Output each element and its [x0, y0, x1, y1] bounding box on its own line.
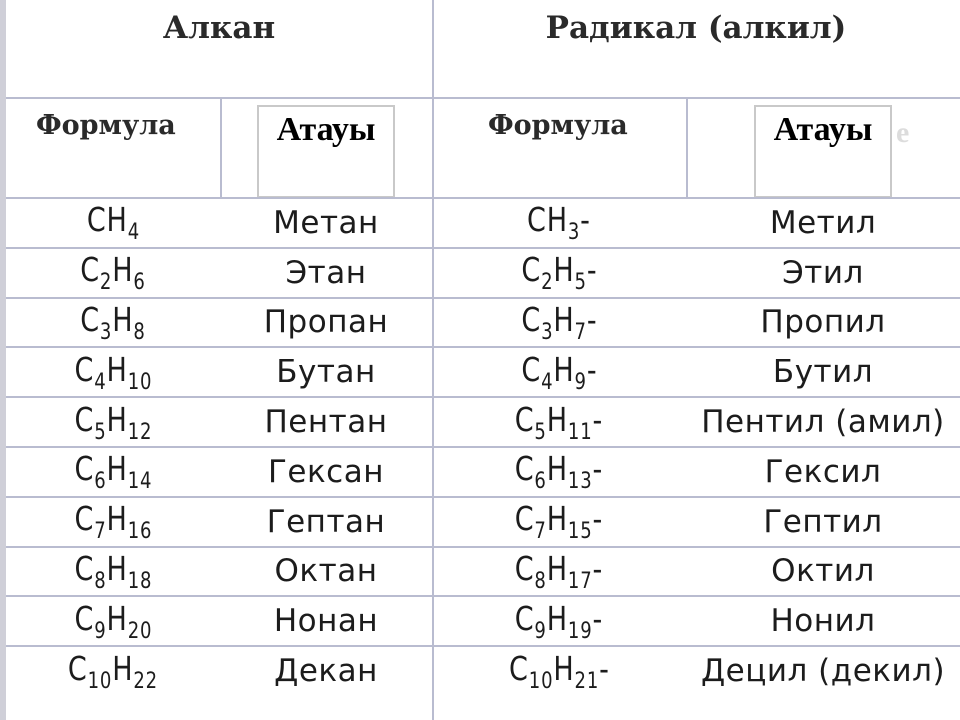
radical-formula-cell — [432, 497, 686, 547]
formula-symbol: - — [580, 200, 591, 240]
radical-name-cell: Гексил — [764, 453, 882, 490]
formula-text — [515, 499, 603, 544]
formula-symbol: H — [112, 648, 134, 688]
formula-symbol: C — [67, 648, 88, 688]
formula-symbol: C — [80, 250, 100, 290]
formula-symbol: H — [552, 349, 575, 389]
formula-symbol: C — [514, 449, 535, 489]
formula-subscript: 3 — [99, 319, 113, 345]
formula-text — [74, 499, 152, 544]
formula-text — [74, 350, 152, 395]
formula-subscript: 10 — [528, 668, 553, 694]
formula-subscript: 2 — [540, 270, 553, 296]
alkane-name-cell: Бутан — [276, 354, 376, 391]
subheader-name-left-cell — [220, 98, 432, 198]
radical-name-cell: Метил — [769, 204, 877, 241]
alkane-formula-cell — [6, 298, 220, 348]
formula-subscript: 5 — [93, 419, 107, 445]
subheader-name-left: Атауы — [257, 105, 396, 198]
formula-symbol: CH — [527, 200, 568, 240]
radical-name-cell: Нонил — [770, 603, 876, 640]
subheader-name-right: Атауы — [754, 105, 893, 198]
formula-text — [80, 300, 145, 345]
formula-text — [527, 200, 591, 245]
formula-subscript: 5 — [574, 270, 587, 296]
formula-symbol: - — [586, 349, 598, 389]
formula-symbol: - — [598, 648, 610, 688]
table-row — [6, 397, 960, 447]
formula-text — [515, 400, 603, 445]
formula-symbol: C — [520, 299, 541, 339]
header-radical: Радикал (алкил) — [545, 10, 847, 46]
formula-subscript: 21 — [574, 668, 599, 694]
alkane-formula-cell — [6, 248, 220, 298]
formula-symbol: H — [106, 499, 128, 539]
formula-symbol: - — [592, 499, 604, 539]
formula-subscript: 19 — [567, 618, 593, 644]
formula-symbol: C — [514, 499, 535, 539]
formula-text — [86, 200, 139, 245]
alkane-name-cell: Гексан — [267, 453, 384, 490]
radical-formula-cell — [432, 447, 686, 497]
subheader-formula-left: Формула — [36, 110, 176, 141]
formula-subscript: 9 — [93, 618, 107, 644]
radical-formula-cell — [432, 347, 686, 397]
formula-symbol: C — [74, 399, 94, 439]
formula-text — [509, 649, 610, 694]
formula-text — [74, 549, 152, 594]
formula-subscript: 15 — [567, 519, 593, 545]
alkane-formula-cell — [6, 198, 220, 248]
formula-subscript: 16 — [127, 519, 152, 545]
formula-subscript: 3 — [540, 319, 553, 345]
formula-subscript: 14 — [127, 469, 152, 495]
formula-subscript: 8 — [534, 568, 547, 594]
formula-symbol: C — [74, 349, 94, 389]
alkane-formula-cell — [6, 347, 220, 397]
formula-symbol: - — [592, 548, 604, 588]
formula-symbol: C — [74, 499, 94, 539]
formula-symbol: - — [586, 299, 598, 339]
table-row — [6, 298, 960, 348]
radical-name-cell: Октил — [771, 553, 875, 590]
formula-symbol: C — [80, 299, 100, 339]
formula-text — [74, 449, 152, 494]
rule-header — [6, 97, 960, 99]
radical-name-cell: Пропил — [760, 304, 886, 341]
alkane-formula-cell — [6, 397, 220, 447]
formula-subscript: 4 — [93, 369, 107, 395]
radical-formula-cell — [432, 298, 686, 348]
formula-symbol: C — [74, 598, 94, 638]
alkane-name-cell: Этан — [285, 254, 367, 291]
formula-subscript: 9 — [574, 369, 587, 395]
radical-formula-cell — [432, 547, 686, 597]
table-row — [6, 248, 960, 298]
alkane-name-cell: Метан — [273, 204, 379, 241]
radical-formula-cell — [432, 198, 686, 248]
formula-symbol: H — [546, 598, 568, 638]
alkane-name-cell: Октан — [274, 553, 378, 590]
divider-sub-right — [686, 98, 688, 198]
formula-text — [515, 449, 603, 494]
formula-subscript: 8 — [93, 568, 107, 594]
formula-symbol: H — [112, 250, 134, 290]
formula-symbol: - — [586, 250, 598, 290]
formula-subscript: 12 — [127, 419, 152, 445]
table-row — [6, 646, 960, 696]
table-row — [6, 547, 960, 597]
radical-name-cell: Этил — [782, 254, 864, 291]
formula-subscript: 20 — [127, 618, 152, 644]
alkane-name-cell: Декан — [274, 653, 378, 690]
formula-symbol: C — [514, 598, 535, 638]
formula-symbol: C — [508, 648, 529, 688]
formula-subscript: 10 — [127, 369, 152, 395]
formula-subscript: 6 — [93, 469, 107, 495]
radical-name-cell: Гептил — [763, 503, 883, 540]
formula-subscript: 4 — [127, 220, 140, 246]
table-row — [6, 596, 960, 646]
formula-symbol: H — [546, 499, 568, 539]
formula-subscript: 13 — [567, 469, 593, 495]
formula-text — [515, 599, 603, 644]
alkane-formula-cell — [6, 447, 220, 497]
formula-symbol: H — [112, 299, 134, 339]
radical-name-cell: Децил (декил) — [700, 653, 946, 690]
formula-subscript: 6 — [534, 469, 547, 495]
formula-subscript: 7 — [574, 319, 587, 345]
formula-subscript: 9 — [534, 618, 547, 644]
formula-text — [74, 400, 152, 445]
formula-subscript: 5 — [534, 419, 547, 445]
formula-text — [521, 350, 597, 395]
header-alkane: Алкан — [162, 10, 276, 46]
formula-subscript: 2 — [99, 270, 113, 296]
formula-symbol: H — [552, 299, 575, 339]
divider-sub-left — [220, 98, 222, 198]
formula-symbol: C — [520, 349, 541, 389]
formula-symbol: H — [106, 449, 128, 489]
radical-formula-cell — [432, 596, 686, 646]
alkane-name-cell: Пропан — [263, 304, 389, 341]
subheader-name-right-cell — [686, 98, 960, 198]
formula-subscript: 10 — [87, 668, 113, 694]
formula-symbol: H — [552, 250, 575, 290]
formula-subscript: 22 — [133, 668, 159, 694]
formula-symbol: H — [546, 548, 568, 588]
table-row — [6, 198, 960, 248]
alkane-formula-cell — [6, 547, 220, 597]
alkane-formula-cell — [6, 596, 220, 646]
alkane-name-cell: Гептан — [266, 503, 386, 540]
formula-subscript: 17 — [567, 568, 593, 594]
radical-formula-cell — [432, 646, 686, 696]
formula-subscript: 4 — [540, 369, 553, 395]
alkane-formula-cell — [6, 497, 220, 547]
table-body — [6, 198, 960, 696]
alkane-name-cell: Пентан — [264, 404, 388, 441]
formula-text — [515, 549, 603, 594]
formula-symbol: H — [106, 548, 128, 588]
formula-subscript: 7 — [93, 519, 107, 545]
subheader-formula-right: Формула — [488, 110, 628, 141]
radical-formula-cell — [432, 248, 686, 298]
radical-name-cell: Пентил (амил) — [701, 404, 945, 441]
formula-text — [521, 250, 597, 295]
formula-symbol: H — [546, 399, 568, 439]
formula-symbol: - — [592, 399, 604, 439]
formula-subscript: 11 — [567, 419, 593, 445]
formula-subscript: 8 — [133, 319, 146, 345]
formula-symbol: C — [74, 548, 94, 588]
formula-text — [68, 649, 158, 694]
radical-name-cell: Бутил — [772, 354, 874, 391]
formula-subscript: 3 — [567, 220, 581, 246]
alkane-formula-cell — [6, 646, 220, 696]
formula-symbol: H — [106, 598, 128, 638]
formula-symbol: C — [514, 548, 535, 588]
formula-text — [521, 300, 597, 345]
table-row — [6, 447, 960, 497]
formula-symbol: C — [74, 449, 94, 489]
table-row — [6, 497, 960, 547]
ghost-glyph: е — [896, 116, 910, 149]
formula-symbol: H — [106, 399, 128, 439]
formula-subscript: 6 — [133, 270, 146, 296]
formula-subscript: 7 — [534, 519, 547, 545]
formula-symbol: - — [592, 598, 604, 638]
formula-symbol: H — [106, 200, 128, 240]
formula-symbol: C — [520, 250, 541, 290]
formula-symbol: H — [106, 349, 128, 389]
formula-subscript: 18 — [127, 568, 152, 594]
formula-symbol: H — [546, 449, 568, 489]
formula-symbol: C — [86, 200, 107, 240]
formula-text — [80, 250, 145, 295]
formula-symbol: - — [592, 449, 604, 489]
radical-formula-cell — [432, 397, 686, 447]
formula-symbol: C — [514, 399, 535, 439]
formula-symbol: H — [552, 648, 575, 688]
formula-text — [74, 599, 152, 644]
alkane-name-cell: Нонан — [273, 603, 379, 640]
table-row — [6, 347, 960, 397]
